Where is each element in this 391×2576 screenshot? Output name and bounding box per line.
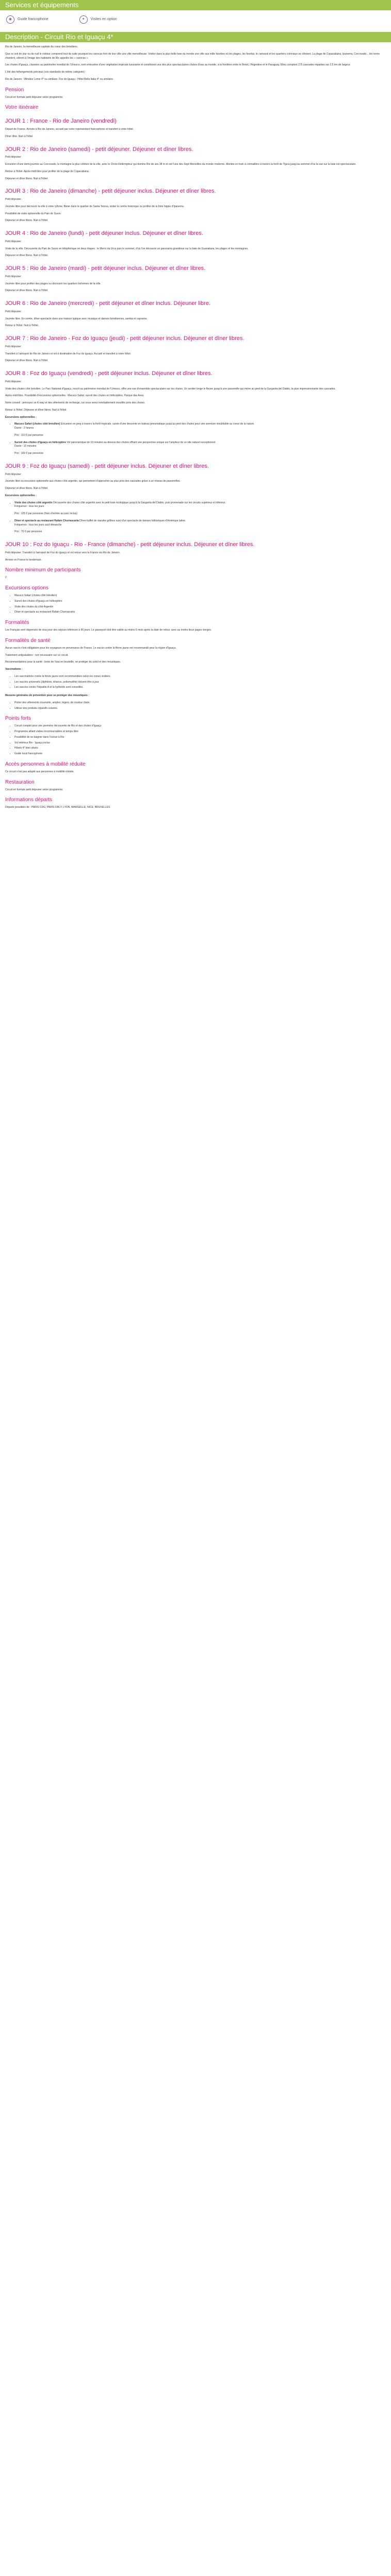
- departs-title: Informations départs: [5, 797, 53, 803]
- day-para: Déjeuner et dîner libres. Nuit à l'hôtel.: [5, 219, 48, 223]
- day-para: Déjeuner et dîner libres. Nuit à l'hôtel.: [5, 359, 48, 363]
- itinerary-title: Votre itinéraire: [5, 105, 39, 111]
- day-para: Journée libre pour profiter des plages ou découvrir les quartiers bohèmes de la ville.: [5, 282, 101, 285]
- list-item: • Les vaccins contre l'hépatite A et la typhoïde sont conseillés.: [14, 686, 386, 690]
- list-item: • Macuco Safari (chutes côté brésilien): [14, 594, 386, 598]
- day-para: Petit déjeuner. Transfert à l'aéroport de Foz do Iguaçu et vol retour vers la France via Rio de Janeiro.: [5, 551, 121, 554]
- excursions-list: [5, 501, 386, 535]
- day-para: Déjeuner et dîner libres. Nuit à l'hôtel.: [5, 289, 48, 293]
- day-title: JOUR 8 : Foz do Iguaçu (vendredi) - petit déjeuner inclus. Déjeuner et dîner libres.: [5, 370, 213, 377]
- day-para: Petit déjeuner.: [5, 380, 22, 383]
- mobilite-title: Accès personnes à mobilité réduite: [5, 761, 86, 767]
- day-para: Visite des chutes côté brésilien. Le Parc National d'Iguaçu, inscrit au patrimoine mondial de l'Unesco, offre une vue d'ensemble spectaculaire sur les chutes. Un sentier longe le fleuve jusqu'à une passerelle qui mène au pied de la Garganta del Diablo, la plus impressionnante des cascades.: [5, 387, 336, 391]
- day-para: Déjeuner et dîner libres. Nuit à l'hôtel.: [5, 254, 48, 258]
- excursions-options-title: Excursions options: [5, 585, 48, 591]
- intro-para: Rio de Janeiro : Windsor Leme 4* ou similaire. Foz do Iguaçu : Hôtel Bella Italia 4* ou similaire.: [5, 77, 114, 81]
- day-para: Retour à l'hôtel. Déjeuner et dîner libres. Nuit à l'hôtel.: [5, 408, 67, 412]
- formalites-title: Formalités: [5, 620, 29, 625]
- day-para: Retour à l'hôtel. Après-midi libre pour profiter de la plage de Copacabana.: [5, 170, 89, 173]
- day-para: Petit déjeuner.: [5, 275, 22, 278]
- list-item: • Visite des chutes du côté Argentin: [14, 605, 386, 609]
- excursion-price: Prix : 110 € par personne: [14, 433, 43, 437]
- participants-value: 2: [5, 576, 7, 580]
- list-item: • Les vaccins universels (diphtérie, tétanos, poliomyélite) doivent être à jour.: [14, 681, 386, 685]
- vaccins-title: Vaccinations :: [5, 668, 23, 671]
- excursion-name: Macuco Safari (chutes côté brésilien): [14, 422, 60, 426]
- restauration-text: Circuit en formule petit déjeuner selon programme.: [5, 788, 63, 791]
- list-item: • Guide local francophone: [14, 752, 386, 756]
- day-para: Transfert à l'aéroport de Rio de Janeiro et vol à destination de Foz do Iguaçu. Accueil et transfert à votre hôtel.: [5, 352, 131, 355]
- day-para: Petit déjeuner.: [5, 310, 22, 313]
- excursion-item: [14, 422, 386, 437]
- excursions-title: Excursions optionnelles :: [5, 494, 37, 497]
- description-content: [0, 42, 391, 816]
- excursion-text: Dîner-buffet de viandes grillées suivi d'un spectacle de danses folkloriques d'Amérique latine.: [79, 519, 186, 522]
- day-para: Départ de France. Arrivée à Rio de Janeiro, accueil par notre représentant francophone et transfert à votre hôtel.: [5, 128, 134, 131]
- day-para: Dîner libre. Nuit à l'hôtel.: [5, 134, 34, 138]
- list-item: • Dîner et spectacle au restaurant Rafain Churrascaria: [14, 611, 386, 615]
- intro-para: Rio de Janeiro, la merveilleuse capitale du coeur des brésiliens.: [5, 45, 78, 48]
- sante-para: Recommandations pour la santé : boire de l'eau en bouteille, se protéger du soleil et des moustiques.: [5, 660, 121, 664]
- day-title: JOUR 10 : Foz do Iguaçu - Rio - France (dimanche) - petit déjeuner inclus. Déjeuner et dîner libres.: [5, 541, 255, 548]
- restauration-title: Restauration: [5, 779, 35, 785]
- day-title: JOUR 3 : Rio de Janeiro (dimanche) - petit déjeuner inclus. Déjeuner et dîner libres.: [5, 188, 216, 195]
- day-title: JOUR 5 : Rio de Janeiro (mardi) - petit déjeuner inclus. Déjeuner et dîner libres.: [5, 265, 206, 272]
- day-para: Journée libre. En soirée, dîner-spectacle dans une maison typique avec musique et danses brésiliennes, samba et capoeira.: [5, 317, 148, 320]
- day-title: JOUR 2 : Rio de Janeiro (samedi) - petit déjeuner. Déjeuner et dîner libres.: [5, 146, 193, 152]
- intro-para: L'été des hébergements précieux (vos standards de même catégorie) :: [5, 71, 86, 74]
- excursions-options-list: [5, 594, 386, 615]
- list-item: • Survol des chutes d'Iguaçu en hélicoptère: [14, 600, 386, 604]
- excursion-item: [14, 441, 386, 456]
- list-item: • Porter des vêtements couvrants, amples, légers, de couleur claire.: [14, 701, 386, 705]
- service-item: ✦ Visites en option: [79, 15, 117, 24]
- day-para: Petit déjeuner.: [5, 345, 22, 348]
- day-para: Après-midi libre. Possibilité d'excursions optionnelles : Macuco Safari, survol des chutes en hélicoptère, Parque das Aves.: [5, 394, 144, 398]
- ticket-icon: ✦: [79, 15, 88, 24]
- excursion-text: Vol panoramique de 10 minutes au-dessus des chutes offrant une perspective unique sur l'ampleur de ce site naturel exceptionnel.: [67, 440, 216, 444]
- participants-title: Nombre minimum de participants: [5, 567, 81, 573]
- day9-content: [5, 473, 386, 491]
- excursion-item: [14, 501, 386, 516]
- excursion-name: Visite des chutes côté argentin: [14, 501, 53, 504]
- day-para: Notre conseil : prévoyez un K-way et des vêtements de rechange, car vous serez inévitablement mouillés près des chutes.: [5, 401, 145, 404]
- list-item: • Les vaccinations contre la fièvre jaune sont recommandées selon les zones visitées.: [14, 675, 386, 679]
- sante-para: Aucun vaccin n'est obligatoire pour les voyageurs en provenance de France. Le vaccin contre la fièvre jaune est recommandé pour la région d'Iguaçu.: [5, 646, 176, 650]
- sante-content: [5, 647, 386, 665]
- day-title: JOUR 1 : France - Rio de Janeiro (vendredi): [5, 118, 117, 125]
- excursions-title: Excursions optionnelles :: [5, 415, 37, 419]
- excursion-duration: Durée : 10 minutes: [14, 445, 37, 448]
- day-para: Retour à l'hôtel. Nuit à l'hôtel.: [5, 324, 39, 328]
- list-item: • Programme alliant visites incontournables et temps libre: [14, 730, 386, 734]
- globe-icon: ◉: [6, 15, 14, 24]
- intro-para: Les chutes d'Iguaçu, classées au patrimoine mondial de l'Unesco, sont entourées d'une végétation tropicale luxuriante et constituent une des plus spectaculaires chutes d'eau au monde, à la frontière entre le Brésil, l'Argentine et le Paraguay. Elles comptent 275 cascades réparties sur 2,5 km de largeur.: [5, 63, 351, 67]
- departs-text: Départs possibles de : PARIS CDG, PARIS ORLY, LYON, MARSEILLE, NICE, BRUXELLES: [5, 806, 110, 809]
- day-para: Visite de la ville. Découverte du Pain de Sucre en téléphérique en deux étapes : le Morro da Urca puis le sommet, d'où l'on découvre un panorama grandiose sur la baie de Guanabara, les plages et les montagnes.: [5, 247, 249, 250]
- pension-text: Circuit en formule petit déjeuner selon programme.: [5, 95, 63, 99]
- excursion-text: Excursion en jeep à travers la forêt tropicale, suivie d'une descente en bateau pneumatique jusqu'au pied des chutes pour une aventure inoubliable au coeur de la nature.: [60, 422, 255, 426]
- excursion-duration: Durée : 2 heures: [14, 427, 34, 430]
- day-title: JOUR 6 : Rio de Janeiro (mercredi) - petit déjeuner et dîner inclus. Déjeuner libre.: [5, 300, 211, 307]
- excursion-text: Découverte des chutes côté argentin avec le petit train écologique jusqu'à la Garganta del Diablo, puis promenade sur les circuits supérieur et inférieur.: [53, 501, 226, 504]
- intro-para: Que ce soit de jour ou de nuit le visiteur comprend tout de suite pourquoi les cariocas font de leur ville une ville merveilleuse. Visitez dans la plus belle baie du monde une ville aux mille facettes où les plages, les favelas, le carnaval et les quartiers coloniaux se côtoient. La plage de Copacabana, Ipanema, Corcovado... les noms chantent, vibrent à l'image des habitants de Rio appelés les « cariocas ».: [5, 52, 380, 60]
- mobilite-text: Ce circuit n'est pas adapté aux personnes à mobilité réduite.: [5, 770, 74, 773]
- mesures-list: [5, 701, 386, 711]
- day-para: Petit déjeuner.: [5, 156, 22, 159]
- excursion-item: [14, 519, 386, 534]
- points-forts-title: Points forts: [5, 716, 31, 722]
- excursion-price: Prix : 125 € par personne (frais d'entrée au parc inclus): [14, 512, 77, 515]
- points-forts-list: [5, 724, 386, 756]
- list-item: • Vol intérieur Rio - Iguaçu inclus: [14, 741, 386, 745]
- excursion-price: Prix : 169 € par personne: [14, 452, 44, 455]
- day10-content: [5, 551, 386, 563]
- excursion-duration: Fréquence : tous les jours sauf dimanche: [14, 523, 62, 527]
- day-para: Petit déjeuner.: [5, 240, 22, 243]
- excursion-name: Dîner et spectacle au restaurant Rafain Churrascaria: [14, 519, 79, 522]
- itinerary-days: [5, 118, 386, 412]
- mesures-title: Mesures générales de prévention pour se protéger des moustiques :: [5, 694, 89, 697]
- service-item: ◉ Guide francophone: [6, 15, 48, 24]
- day-title: JOUR 7 : Rio de Janeiro - Foz do Iguaçu (jeudi) - petit déjeuner inclus. Déjeuner et dîner libres.: [5, 335, 245, 342]
- day-para: Déjeuner et dîner libres. Nuit à l'hôtel.: [5, 177, 48, 180]
- sante-title: Formalités de santé: [5, 637, 51, 643]
- formalites-text: Les Français sont dispensés de visa pour des séjours inférieurs à 90 jours. Le passeport doit être valide au moins 6 mois après la date de retour, avec au moins deux pages vierges.: [5, 629, 212, 632]
- day-para: Possibilité de visite optionnelle du Pain de Sucre.: [5, 212, 61, 215]
- day-para: Journée libre ou excursion optionnelle aux chutes côté argentin, qui permettent d'approcher au plus près des cascades grâce à un réseau de passerelles.: [5, 480, 181, 483]
- services-list: [0, 10, 391, 29]
- list-item: • Possibilité de se baigner dans l'océan à Rio: [14, 736, 386, 740]
- excursion-duration: Fréquence : tous les jours: [14, 505, 44, 509]
- day-para: Excursion d'une demi-journée au Corcovado, la montagne la plus célèbre de la ville, avec le Christ Rédempteur qui domine Rio de ses 38 m et est l'une des Sept Merveilles du monde moderne. Montée en train à crémaillère à travers la forêt de Tijuca jusqu'au sommet d'où la vue sur la baie est spectaculaire.: [5, 163, 356, 166]
- description-bar: Description - Circuit Rio et Iguaçu 4*: [0, 32, 391, 42]
- day-para: Journée libre pour découvrir la ville à votre rythme, flâner dans le quartier de Santa Teresa, visiter le centre historique ou profiter de la foire hippie d'Ipanema.: [5, 205, 185, 208]
- excursion-price: Prix : 75 € par personne: [14, 530, 42, 534]
- excursion-name: Survol des chutes d'Iguaçu en hélicoptère: [14, 440, 67, 444]
- pension-title: Pension: [5, 87, 24, 93]
- day-para: Arrivée en France le lendemain.: [5, 558, 42, 562]
- day-para: Déjeuner et dîner libres. Nuit à l'hôtel.: [5, 487, 48, 490]
- list-item: • Circuit complet pour une première découverte de Rio et des chutes d'Iguaçu: [14, 724, 386, 728]
- list-item: • Hôtels 4* bien situés: [14, 747, 386, 751]
- day-title: JOUR 9 : Foz do Iguaçu (samedi) - petit déjeuner inclus. Déjeuner et dîner libres.: [5, 463, 209, 469]
- day-para: Petit déjeuner.: [5, 198, 22, 201]
- day-para: Petit déjeuner.: [5, 472, 22, 476]
- day-title: JOUR 4 : Rio de Janeiro (lundi) - petit déjeuner inclus. Déjeuner et dîner libres.: [5, 230, 203, 236]
- services-bar: Services et équipements: [0, 0, 391, 10]
- list-item: • Utiliser des produits répulsifs cutanés.: [14, 707, 386, 711]
- sante-para: Traitement antipaludéen : non nécessaire sur ce circuit.: [5, 653, 69, 657]
- vaccins-list: [5, 675, 386, 690]
- excursions-list: [5, 422, 386, 456]
